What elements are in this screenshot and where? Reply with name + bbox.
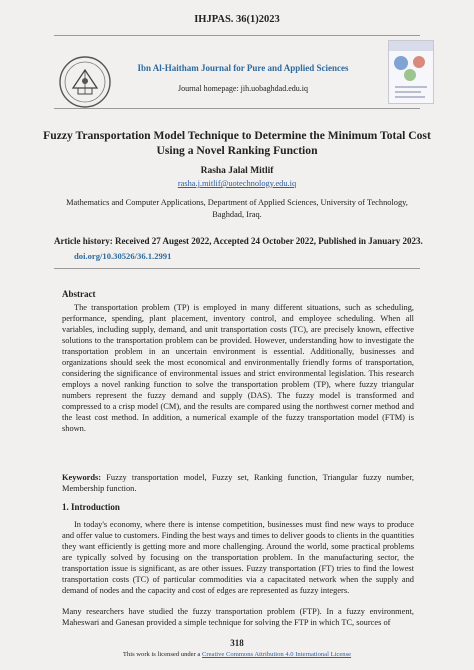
abstract-text: The transportation problem (TP) is employed in many different situations, such as scheduling, performance, spending, plant placement, inventory control, and employee scheduling. When all variables, including supply, demand, and unit transportation costs (TC), are precisely known, effective solutions to the transportation problem can be provided. However, understanding how to investigate the transportation problem in an uncertain environment is essential. Additionally, businesses and organizations should seek the most economical and environmentally friendly forms of transportation, considering the significance of environmental issues and strict environmental legislation. This research employs a novel ranking function to solve the transportation problem (TP), where fuzzy triangular numbers represent the fuzzy demand and supply (DAS). The fuzzy model is transformed and compressed to a crisp model (CM), and the results are compared using the northwest corner method and the least cost method. In addition, a numerical example of the fuzzy transportation model (FTM) is shown. [62, 303, 414, 433]
author-affiliation: Mathematics and Computer Applications, Department of Applied Sciences, University of Technology, Baghdad, Iraq. [66, 198, 408, 219]
license-notice [0, 651, 474, 658]
doi-link[interactable]: doi.org/10.30526/36.1.2991 [74, 251, 172, 261]
page-number: 318 [230, 638, 244, 648]
header-bottom-rule [54, 108, 420, 109]
license-prefix: This work is licensed under a [122, 651, 203, 658]
article-history: Article history: Received 27 Augest 2022, Accepted 24 October 2022, Published in January 2023. [54, 236, 423, 246]
journal-homepage: Journal homepage: jih.uobaghdad.edu.iq [178, 84, 308, 93]
journal-code: IHJPAS. 36(1)2023 [194, 14, 280, 25]
introduction-paragraph-2: Many researchers have studied the fuzzy transportation problem (FTP). In a fuzzy environment, Maheswari and Ganesan provided a simple technique for solving the FTP in which TC, sources of [62, 607, 414, 627]
author-name: Rasha Jalal Mitlif [200, 166, 274, 176]
article-title: Fuzzy Transportation Model Technique to Determine the Minimum Total Cost Using a Novel Ranking Function [43, 129, 431, 157]
abstract-heading: Abstract [62, 289, 96, 299]
doi-divider [54, 268, 420, 269]
journal-cover-thumbnail [388, 40, 434, 104]
keywords-list: Fuzzy transportation model, Fuzzy set, Ranking function, Triangular fuzzy number, Membership function. [62, 473, 414, 493]
introduction-paragraph-1: In today's economy, where there is intense competition, businesses must find new ways to produce and offer value to customers. Finding the best ways and times to deliver goods to clients in the quantities they want efficiently is getting more and more challenging. Around the world, some practical problems are typically solved by focusing on the transportation problem. In the manufacturing sector, the transportation issue is significant, as are other issues. Fuzzy transportation (FT) tries to find the lowest transportation costs (TC) of particular commodities via a capacitated network when the supply and demand of nodes and the capacity and cost of edges are represented as fuzzy integers. [62, 520, 414, 595]
keywords [62, 472, 414, 494]
introduction-heading: 1. Introduction [62, 502, 120, 512]
license-link[interactable]: Creative Commons Attribution 4.0 International License [202, 651, 352, 658]
header-top-rule [54, 35, 420, 36]
journal-name: Ibn Al-Haitham Journal for Pure and Applied Sciences [137, 63, 349, 73]
author-email-link[interactable]: rasha.j.mitlif@uotechnology.edu.iq [177, 179, 297, 188]
keywords-label: Keywords: [62, 473, 102, 482]
university-logo [56, 54, 114, 110]
